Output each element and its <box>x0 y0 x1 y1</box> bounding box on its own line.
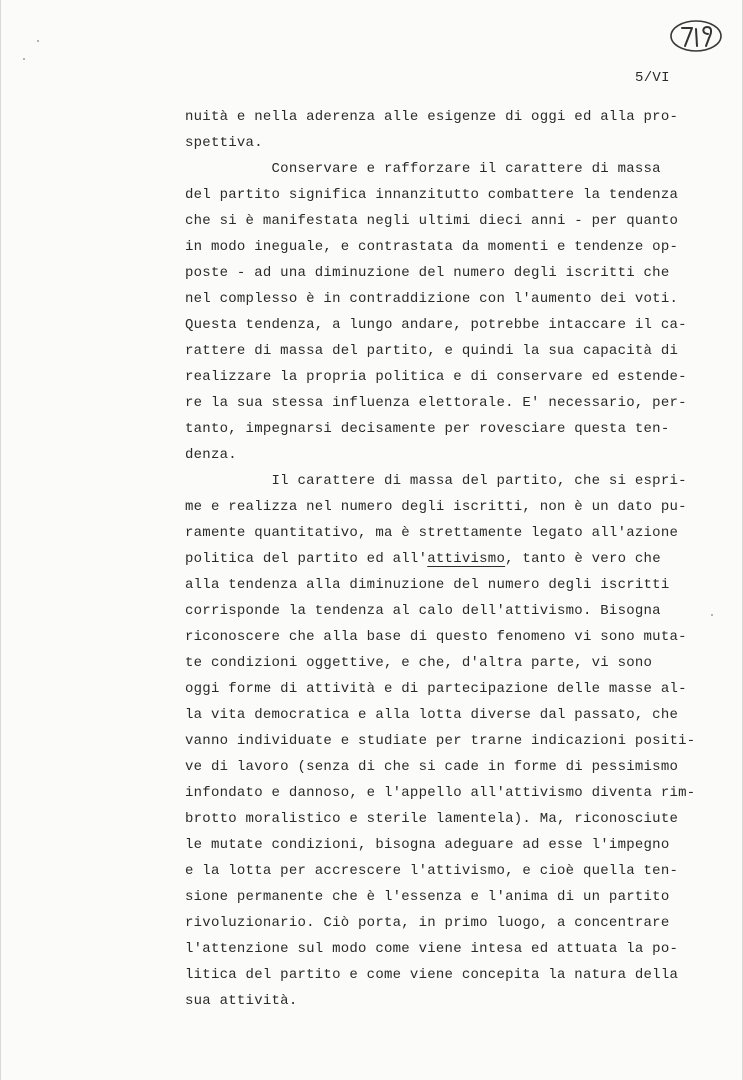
text-line: ve di lavoro (senza di che si cade in forme di pessimismo <box>185 759 679 775</box>
handwritten-number-stamp <box>668 16 724 56</box>
text-segment: , tanto è vero che <box>505 551 661 567</box>
text-line: nel complesso è in contraddizione con l'aumento dei voti. <box>185 291 679 307</box>
text-line: e la lotta per accrescere l'attivismo, e cioè quella ten- <box>185 863 679 879</box>
text-line: nuità e nella aderenza alle esigenze di oggi ed alla pro- <box>185 109 679 125</box>
text-line: Conservare e rafforzare il carattere di massa <box>185 161 661 177</box>
text-line: realizzare la propria politica e di conservare ed estende- <box>185 369 687 385</box>
text-line: litica del partito e come viene concepita la natura della <box>185 967 679 983</box>
scan-speck <box>23 58 25 60</box>
page-number: 5/VI <box>635 70 670 86</box>
text-line-with-underline <box>185 546 715 572</box>
text-line: spettiva. <box>185 135 263 151</box>
text-line: infondato e dannoso, e l'appello all'attivismo diventa rim- <box>185 785 696 801</box>
text-line: tanto, impegnarsi decisamente per rovesciare questa ten- <box>185 421 670 437</box>
text-segment: politica del partito ed all' <box>185 551 428 567</box>
text-line: Questa tendenza, a lungo andare, potrebbe intaccare il ca- <box>185 317 687 333</box>
underlined-word: attivismo <box>427 551 506 567</box>
text-line: del partito significa innanzitutto combattere la tendenza <box>185 187 679 203</box>
text-line: sua attività. <box>185 993 298 1009</box>
text-line: alla tendenza alla diminuzione del numero degli iscritti <box>185 577 670 593</box>
text-line: le mutate condizioni, bisogna adeguare ad esse l'impegno <box>185 837 670 853</box>
text-line: rattere di massa del partito, e quindi la sua capacità di <box>185 343 679 359</box>
text-line: vanno individuate e studiate per trarne indicazioni positi- <box>185 733 696 749</box>
archive-stamp <box>668 16 724 56</box>
text-line: corrisponde la tendenza al calo dell'attivismo. Bisogna <box>185 603 661 619</box>
text-line: me e realizza nel numero degli iscritti, non è un dato pu- <box>185 499 687 515</box>
text-line: poste - ad una diminuzione del numero degli iscritti che <box>185 265 670 281</box>
text-line: che si è manifestata negli ultimi dieci anni - per quanto <box>185 213 679 229</box>
scan-speck <box>37 40 39 42</box>
text-line: la vita democratica e alla lotta diverse dal passato, che <box>185 707 679 723</box>
text-line: Il carattere di massa del partito, che si espri- <box>185 473 687 489</box>
text-line: in modo ineguale, e contrastata da momenti e tendenze op- <box>185 239 679 255</box>
text-line: te condizioni oggettive, e che, d'altra parte, vi sono <box>185 655 653 671</box>
text-line: l'attenzione sul modo come viene intesa ed attuata la po- <box>185 941 679 957</box>
text-line: re la sua stessa influenza elettorale. E' necessario, per- <box>185 395 687 411</box>
text-line: sione permanente che è l'essenza e l'anima di un partito <box>185 889 670 905</box>
document-body <box>185 104 715 1014</box>
scan-speck <box>711 614 713 616</box>
text-line: riconoscere che alla base di questo fenomeno vi sono muta- <box>185 629 687 645</box>
text-line: brotto moralistico e sterile lamentela). Ma, riconosciute <box>185 811 679 827</box>
text-line: oggi forme di attività e di partecipazione delle masse al- <box>185 681 687 697</box>
text-line: rivoluzionario. Ciò porta, in primo luogo, a concentrare <box>185 915 670 931</box>
text-line: ramente quantitativo, ma è strettamente legato all'azione <box>185 525 679 541</box>
text-line: denza. <box>185 447 237 463</box>
